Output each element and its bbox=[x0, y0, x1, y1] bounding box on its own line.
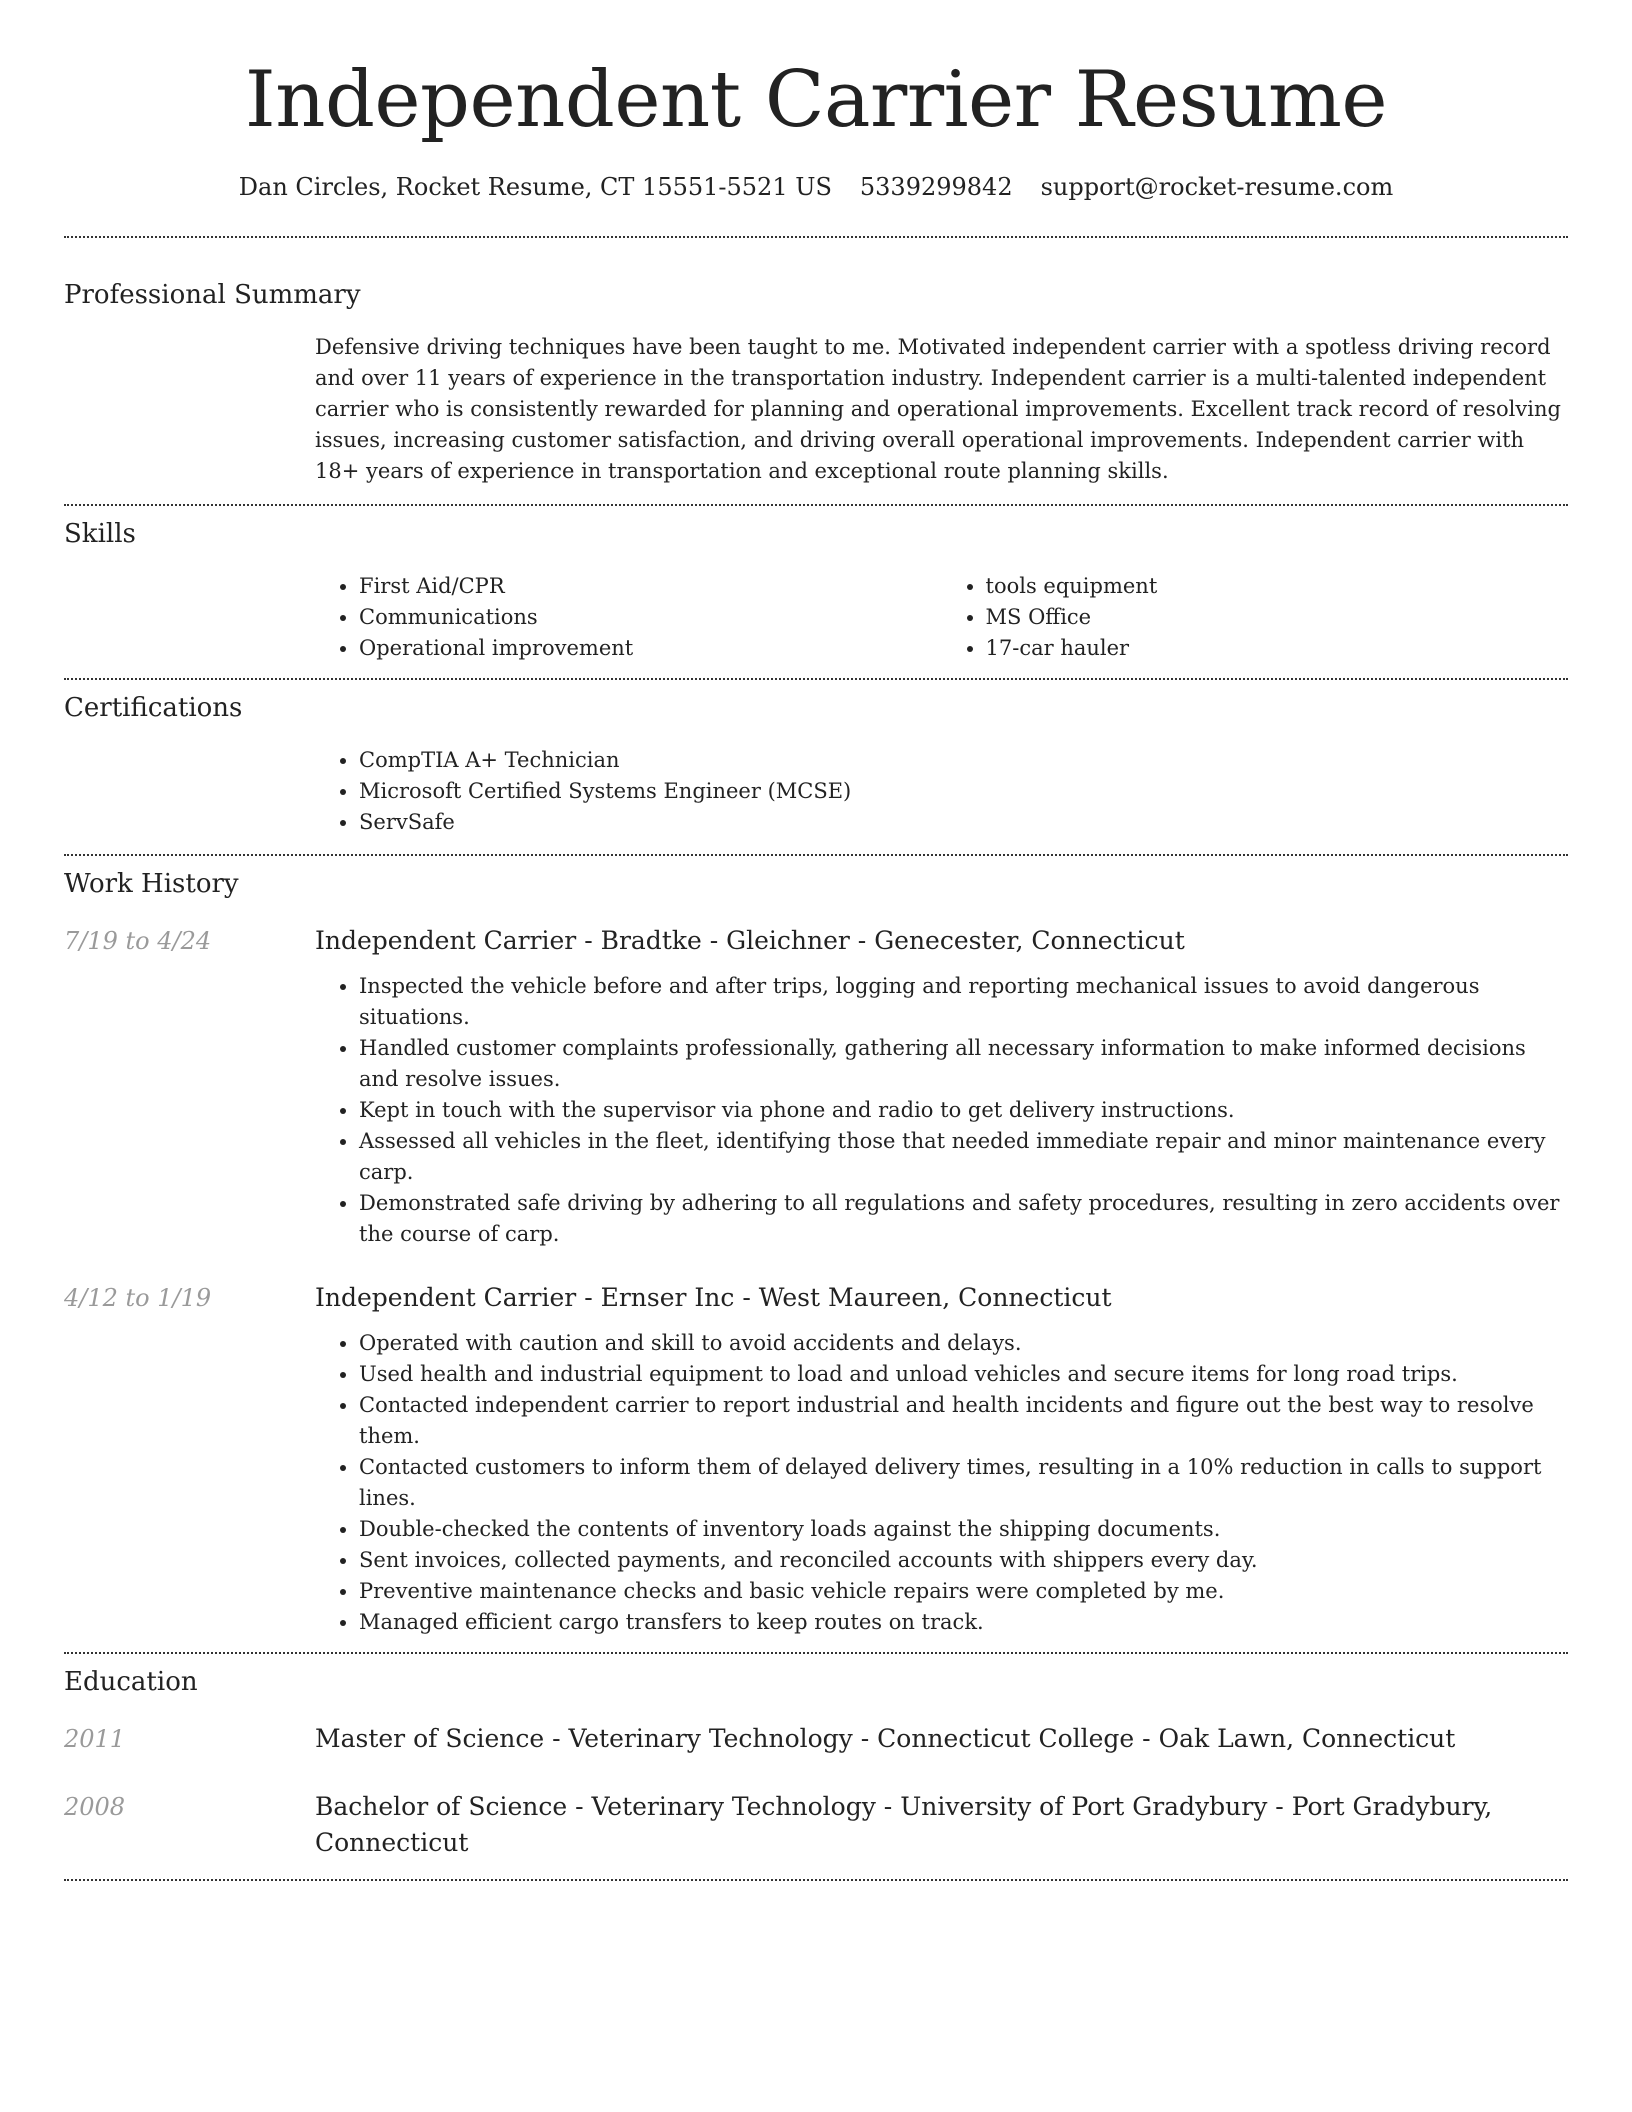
contact-line bbox=[64, 170, 1568, 204]
certifications-list-wrapper bbox=[315, 745, 1568, 838]
resume-title: Independent Carrier Resume bbox=[244, 55, 1388, 145]
contact-email: support@rocket-resume.com bbox=[1040, 173, 1394, 201]
education-entry bbox=[64, 1721, 1568, 1757]
job-bullets bbox=[315, 1328, 1568, 1638]
section-heading-certifications: Certifications bbox=[64, 693, 243, 723]
section-heading-education: Education bbox=[64, 1667, 198, 1697]
job-title: Independent Carrier - Ernser Inc - West Maureen, Connecticut bbox=[315, 1283, 1112, 1312]
contact-address: Dan Circles, Rocket Resume, CT 15551-5521 US bbox=[238, 173, 832, 201]
certification-item: • Microsoft Certified Systems Engineer (MCSE) bbox=[359, 776, 1568, 807]
skills-list-left bbox=[315, 571, 942, 664]
section-heading-summary: Professional Summary bbox=[64, 280, 361, 310]
certifications-list bbox=[315, 745, 1568, 838]
certification-item: • CompTIA A+ Technician bbox=[359, 745, 1568, 776]
divider bbox=[64, 1879, 1568, 1881]
job-bullet: • Double-checked the contents of inventory loads against the shipping documents. bbox=[359, 1514, 1568, 1545]
education-body bbox=[315, 1789, 1568, 1861]
education-title: Bachelor of Science - Veterinary Technology - University of Port Gradybury - Port Gradybury, Connecticut bbox=[315, 1792, 1493, 1857]
job-bullet: • Preventive maintenance checks and basic vehicle repairs were completed by me. bbox=[359, 1576, 1568, 1607]
skill-item: • tools equipment bbox=[986, 571, 1569, 602]
job-entry bbox=[64, 1280, 1568, 1638]
skill-item: • Operational improvement bbox=[359, 633, 942, 664]
skill-item: • MS Office bbox=[986, 602, 1569, 633]
skill-item: • First Aid/CPR bbox=[359, 571, 942, 602]
job-bullet: • Handled customer complaints professionally, gathering all necessary information to make informed decisions and resolve issues. bbox=[359, 1033, 1568, 1095]
job-dates: 4/12 to 1/19 bbox=[64, 1284, 212, 1312]
skill-item: • 17-car hauler bbox=[986, 633, 1569, 664]
job-bullet: • Inspected the vehicle before and after trips, logging and reporting mechanical issues to avoid dangerous situations. bbox=[359, 971, 1568, 1033]
job-entry bbox=[64, 923, 1568, 1250]
education-body bbox=[315, 1721, 1568, 1757]
job-body bbox=[315, 1280, 1568, 1638]
section-heading-work: Work History bbox=[64, 869, 239, 899]
skills-grid bbox=[315, 571, 1568, 664]
job-bullet: • Managed efficient cargo transfers to keep routes on track. bbox=[359, 1607, 1568, 1638]
education-section bbox=[64, 1654, 1568, 1861]
job-bullets bbox=[315, 971, 1568, 1250]
job-bullet: • Contacted customers to inform them of delayed delivery times, resulting in a 10% reduction in calls to support lines. bbox=[359, 1452, 1568, 1514]
job-bullet: • Demonstrated safe driving by adhering to all regulations and safety procedures, resulting in zero accidents over the course of carp. bbox=[359, 1188, 1568, 1250]
job-bullet: • Operated with caution and skill to avoid accidents and delays. bbox=[359, 1328, 1568, 1359]
education-entry bbox=[64, 1789, 1568, 1861]
section-heading-skills: Skills bbox=[64, 519, 136, 549]
job-bullet: • Assessed all vehicles in the fleet, identifying those that needed immediate repair and minor maintenance every carp. bbox=[359, 1126, 1568, 1188]
skills-list-right bbox=[942, 571, 1569, 664]
job-body bbox=[315, 923, 1568, 1250]
job-bullet: • Kept in touch with the supervisor via phone and radio to get delivery instructions. bbox=[359, 1095, 1568, 1126]
certification-item: • ServSafe bbox=[359, 807, 1568, 838]
summary-section bbox=[64, 238, 1568, 487]
job-dates: 7/19 to 4/24 bbox=[64, 927, 212, 955]
education-year: 2008 bbox=[64, 1793, 126, 1821]
skills-section bbox=[64, 506, 1568, 664]
skill-item: • Communications bbox=[359, 602, 942, 633]
summary-text: Defensive driving techniques have been taught to me. Motivated independent carrier with a spotless driving record and over 11 years of experience in the transportation industry. Independent carrier is a multi-talented independent carrier who is consistently rewarded for planning and operational improvements. Excellent track record of resolving issues, increasing customer satisfaction, and driving overall operational improvements. Independent carrier with 18+ years of experience in transportation and exceptional route planning skills. bbox=[315, 335, 1561, 483]
work-section bbox=[64, 856, 1568, 1638]
education-title: Master of Science - Veterinary Technology - Connecticut College - Oak Lawn, Connecticut bbox=[315, 1724, 1456, 1753]
education-year: 2011 bbox=[64, 1725, 126, 1753]
job-bullet: • Contacted independent carrier to report industrial and health incidents and figure out the best way to resolve them. bbox=[359, 1390, 1568, 1452]
certifications-section bbox=[64, 680, 1568, 838]
contact-phone: 5339299842 bbox=[859, 173, 1013, 201]
job-title: Independent Carrier - Bradtke - Gleichner - Genecester, Connecticut bbox=[315, 926, 1185, 955]
job-bullet: • Used health and industrial equipment to load and unload vehicles and secure items for long road trips. bbox=[359, 1359, 1568, 1390]
job-bullet: • Sent invoices, collected payments, and reconciled accounts with shippers every day. bbox=[359, 1545, 1568, 1576]
